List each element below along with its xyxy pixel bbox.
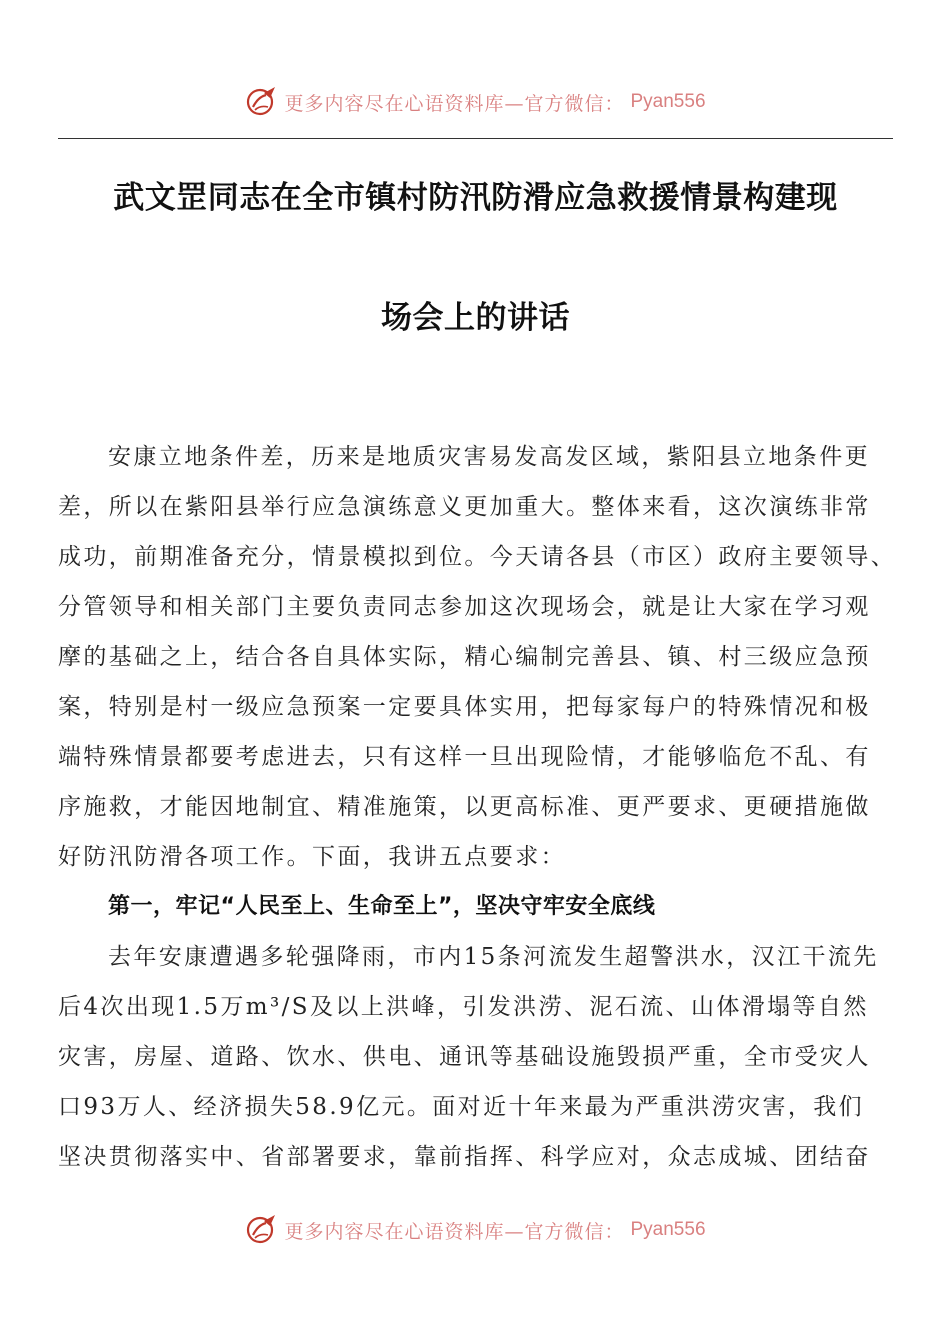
pen-logo-icon <box>244 1213 278 1247</box>
body-line: 分管领导和相关部门主要负责同志参加这次现场会，就是让大家在学习观 <box>58 594 871 620</box>
body-line: 摩的基础之上，结合各自具体实际，精心编制完善县、镇、村三级应急预 <box>58 644 871 670</box>
body-line: 好防汛防滑各项工作。下面，我讲五点要求： <box>58 844 566 870</box>
header-divider <box>58 138 893 139</box>
document-body <box>58 432 908 1182</box>
body-line: 安康立地条件差，历来是地质灾害易发高发区域，紫阳县立地条件更 <box>108 444 870 470</box>
header-watermark <box>0 82 950 122</box>
section-heading: 第一，牢记“人民至上、生命至上”，坚决守牢安全底线 <box>108 894 656 919</box>
watermark-wechat-id: Pyan556 <box>630 91 706 112</box>
body-line: 序施救，才能因地制宜、精准施策，以更高标准、更严要求、更硬措施做 <box>58 794 871 820</box>
pen-logo-icon <box>244 85 278 119</box>
body-line: 后4次出现1.5万m³/S及以上洪峰，引发洪涝、泥石流、山体滑塌等自然 <box>58 994 869 1020</box>
watermark-text: 更多内容尽在心语资料库—官方微信： <box>284 92 625 115</box>
body-line: 口93万人、经济损失58.9亿元。面对近十年来最为严重洪涝灾害，我们 <box>58 1094 865 1120</box>
body-line: 案，特别是村一级应急预案一定要具体实用，把每家每户的特殊情况和极 <box>58 694 871 720</box>
body-line: 成功，前期准备充分，情景模拟到位。今天请各县（市区）政府主要领导、 <box>58 544 897 570</box>
document-title-line-2: 场会上的讲话 <box>381 300 570 336</box>
body-line: 灾害，房屋、道路、饮水、供电、通讯等基础设施毁损严重，全市受灾人 <box>58 1044 871 1070</box>
body-line: 端特殊情景都要考虑进去，只有这样一旦出现险情，才能够临危不乱、有 <box>58 744 871 770</box>
footer-watermark <box>0 1210 950 1250</box>
body-line: 去年安康遭遇多轮强降雨，市内15条河流发生超警洪水，汉江干流先 <box>108 944 879 970</box>
watermark-text: 更多内容尽在心语资料库—官方微信： <box>284 1220 625 1243</box>
watermark-wechat-id: Pyan556 <box>630 1219 706 1240</box>
body-line: 坚决贯彻落实中、省部署要求，靠前指挥、科学应对，众志成城、团结奋 <box>58 1144 871 1170</box>
document-title-line-1: 武文罡同志在全市镇村防汛防滑应急救援情景构建现 <box>113 180 838 216</box>
body-line: 差，所以在紫阳县举行应急演练意义更加重大。整体来看，这次演练非常 <box>58 494 871 520</box>
